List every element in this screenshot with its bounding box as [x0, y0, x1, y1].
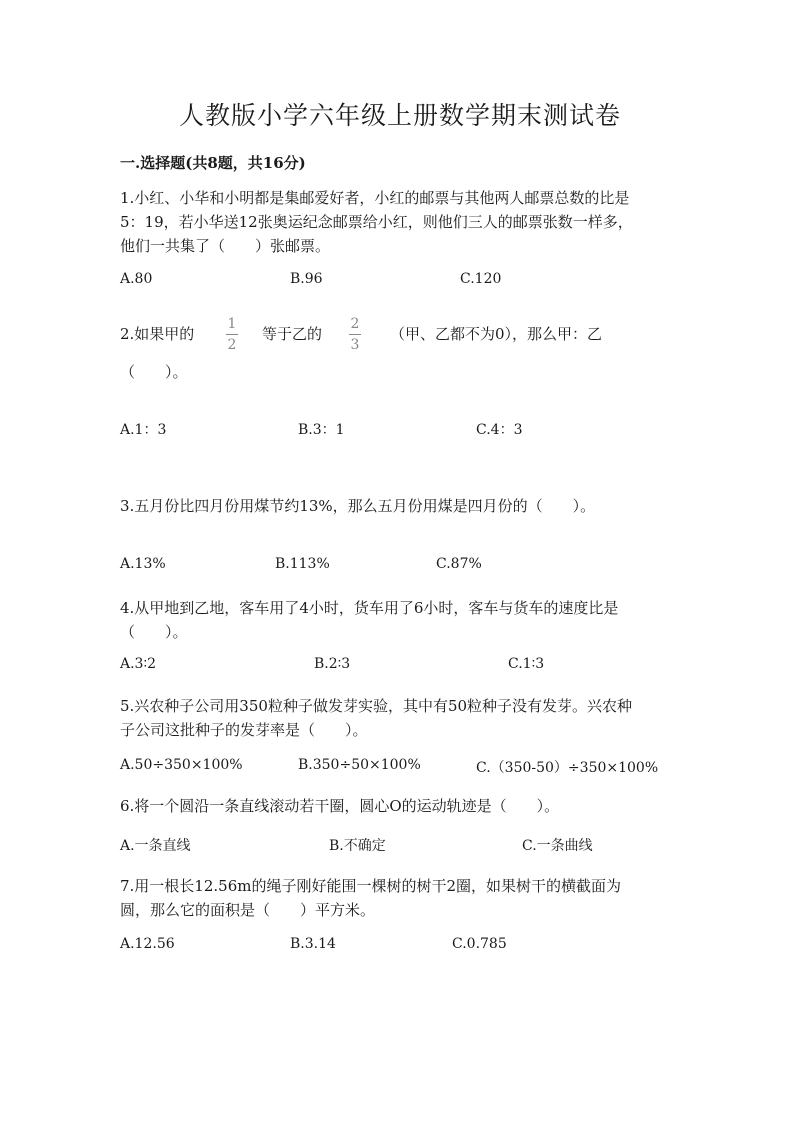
q6-option-a: A.一条直线: [120, 838, 191, 854]
question-5: [120, 694, 632, 742]
q5-option-b: B.350÷50×100%: [298, 757, 421, 773]
question-1-line-1: 1.小红、小华和小明都是集邮爱好者，小红的邮票与其他两人邮票总数的比是: [120, 189, 630, 207]
question-1-line-2: 5：19，若小华送12张奥运纪念邮票给小红，则他们三人的邮票张数一样多，: [120, 213, 633, 231]
fraction-two-thirds: [349, 316, 361, 353]
fraction-one-half-numerator: 1: [227, 316, 237, 332]
q5-option-a: A.50÷350×100%: [120, 757, 243, 773]
q1-option-c: C.120: [460, 271, 502, 287]
q5-option-c: C.（350-50）÷350×100%: [476, 760, 659, 776]
q1-option-a: A.80: [120, 271, 153, 287]
question-1: [120, 186, 633, 258]
q2-text-line-2: （ ）。: [120, 363, 188, 381]
fraction-bar: [349, 334, 361, 335]
q2-text-part-2: 等于乙的: [262, 325, 323, 343]
section-heading: 一.选择题(共8题，共16分): [120, 154, 306, 172]
q4-option-c: C.1∶3: [508, 656, 545, 672]
fraction-bar: [226, 334, 238, 335]
q7-option-c: C.0.785: [452, 936, 507, 952]
q7-option-b: B.3.14: [290, 936, 336, 952]
q6-option-b: B.不确定: [329, 838, 386, 854]
question-5-line-2: 子公司这批种子的发芽率是（ ）。: [120, 721, 368, 739]
q2-option-a: A.1：3: [120, 422, 167, 438]
question-7-line-2: 圆，那么它的面积是（ ）平方米。: [120, 901, 376, 919]
fraction-two-thirds-denominator: 3: [350, 337, 360, 353]
fraction-one-half-denominator: 2: [227, 337, 237, 353]
page-title: 人教版小学六年级上册数学期末测试卷: [178, 101, 621, 130]
question-6: 6.将一个圆沿一条直线滚动若干圈，圆心O的运动轨迹是（ ）。: [120, 797, 560, 815]
q3-option-c: C.87%: [436, 556, 482, 572]
q1-option-b: B.96: [290, 271, 323, 287]
question-4-line-1: 4.从甲地到乙地，客车用了4小时，货车用了6小时，客车与货车的速度比是: [120, 599, 619, 617]
question-4: [120, 596, 618, 644]
q3-option-a: A.13%: [120, 556, 166, 572]
question-7: [120, 874, 621, 922]
q4-option-b: B.2∶3: [314, 656, 351, 672]
question-3: 3.五月份比四月份用煤节约13%，那么五月份用煤是四月份的（ ）。: [120, 497, 596, 515]
question-7-line-1: 7.用一根长12.56m的绳子刚好能围一棵树的树干2圈，如果树干的横截面为: [120, 877, 622, 895]
q2-text-part-1: 2.如果甲的: [120, 325, 195, 343]
fraction-one-half: [226, 316, 238, 353]
question-5-line-1: 5.兴农种子公司用350粒种子做发芽实验，其中有50粒种子没有发芽。兴农种: [120, 697, 633, 715]
q6-option-c: C.一条曲线: [522, 838, 593, 854]
question-4-line-2: （ ）。: [120, 623, 188, 641]
fraction-two-thirds-numerator: 2: [350, 316, 360, 332]
q7-option-a: A.12.56: [120, 936, 175, 952]
q4-option-a: A.3∶2: [120, 656, 157, 672]
question-1-line-3: 他们一共集了（ ）张邮票。: [120, 237, 331, 255]
q3-option-b: B.113%: [275, 556, 330, 572]
q2-option-b: B.3：1: [298, 422, 345, 438]
q2-text-part-3: （甲、乙都不为0），那么甲：乙: [390, 325, 603, 343]
q2-option-c: C.4：3: [476, 422, 523, 438]
